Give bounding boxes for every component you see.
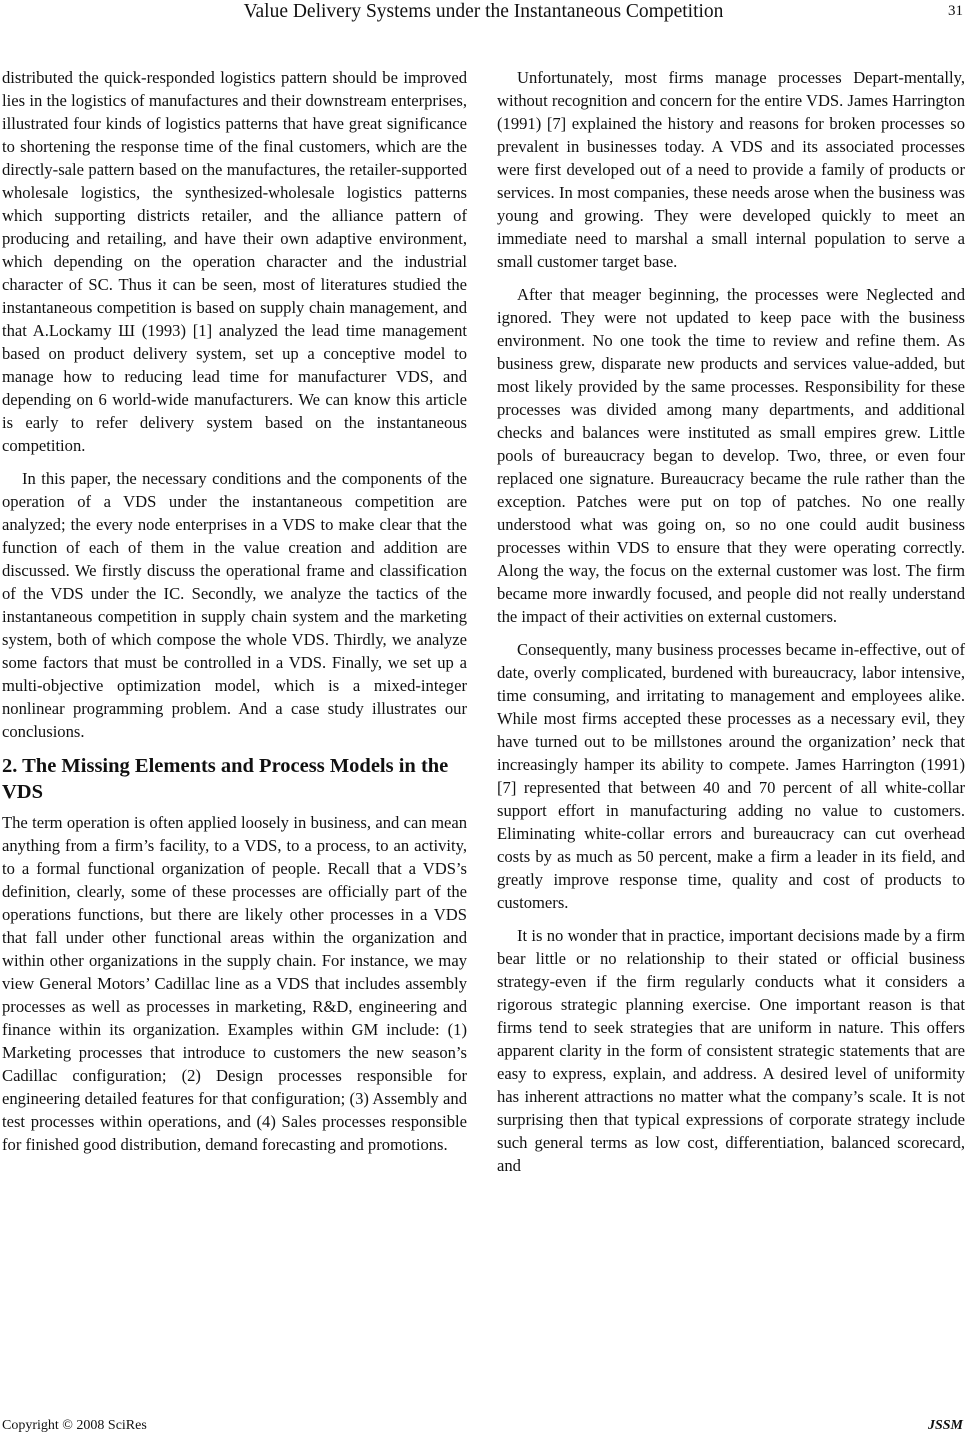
- running-title: Value Delivery Systems under the Instantaneous Competition: [243, 1, 724, 22]
- page-number: 31: [948, 3, 963, 19]
- footer-copyright: Copyright © 2008 SciRes: [2, 1418, 147, 1433]
- right-paragraph-1: Unfortunately, most firms manage processes Depart-mentally, without recognition and concern for the entire VDS. James Harrington (1991) [7] explained the history and reasons for broken processes so prevalent in businesses today. A VDS and its associated processes were first developed out of a need to provide a family of products or services. In most companies, these needs arose when the business was young and growing. They were developed quickly to meet an immediate need to marshal a small internal population to serve a small customer target base.: [497, 68, 965, 271]
- section-heading: 2. The Missing Elements and Process Models in the VDS: [2, 755, 449, 803]
- right-column: [497, 66, 965, 1187]
- left-paragraph-2: In this paper, the necessary conditions and the components of the operation of a VDS under the instantaneous competition are analyzed; the every node enterprises in a VDS to make clear that the function of each of them in the value creation and addition are discussed. We firstly discuss the operational frame and classification of the VDS under the IC. Secondly, we analyze the tactics of the instantaneous competition in supply chain system and the marketing system, both of which compose the whole VDS. Thirdly, we analyze some factors that must be controlled in a VDS. Finally, we set up a multi-objective optimization model, which is a mixed-integer nonlinear programming problem. And a case study illustrates our conclusions.: [2, 469, 467, 741]
- footer-journal: JSSM: [927, 1418, 963, 1433]
- left-paragraph-1: distributed the quick-responded logistics pattern should be improved lies in the logistics of manufactures and their downstream enterprises, illustrated four kinds of logistics patterns that have great significance to shortening the response time of the final customers, which are the directly-sale pattern based on the manufactures, the retailer-supported wholesale logistics, the synthesized-wholesale logistics patterns which supporting districts retailer, and the alliance pattern of producing and retailing, and have their own adaptive environment, which depending on the operation character and the industrial character of SC. Thus it can be seen, most of literatures studied the instantaneous competition is based on supply chain management, and that A.Lockamy Ш (1993) [1] analyzed the lead time management based on product delivery system, set up a conceptive model to manage how to reducing lead time for manufacturer VDS, and depending on 6 world-wide manufacturers. We can know this article is early to refer delivery system based on the instantaneous competition.: [2, 68, 467, 455]
- left-column: [2, 66, 467, 1166]
- right-paragraph-2: After that meager beginning, the processes were Neglected and ignored. They were not updated to keep pace with the business environment. No one took the time to review and refine them. As business grew, disparate new products and services value-added, but most likely provided by the same processes. Responsibility for these processes was divided among many departments, and additional checks and balances were instituted as small empires grew. Little pools of bureaucracy began to develop. Two, three, or even four replaced one signature. Bureaucracy became the rule rather than the exception. Patches were put on top of patches. No one really understood what was going on, so no one could audit business processes within VDS to ensure that they were operating correctly. Along the way, the focus on the external customer was lost. The firm became more inwardly focused, and people did not really understand the impact of their activities on external customers.: [497, 285, 965, 626]
- right-paragraph-3: Consequently, many business processes became in-effective, out of date, overly complicated, burdened with bureaucracy, labor intensive, time consuming, and irritating to management and employees alike. While most firms accepted these processes as a necessary evil, they have turned out to be millstones around the organization’ neck that increasingly hamper its ability to compete. James Harrington (1991) [7] represented that between 40 and 70 percent of all white-collar support effort in manufacturing adding no value to customers. Eliminating white-collar errors and bureaucracy can cut overhead costs by as much as 50 percent, make a firm a leader in its field, and greatly improve response time, quality and cost of products to customers.: [497, 640, 965, 912]
- left-paragraph-3: The term operation is often applied loosely in business, and can mean anything from a firm’s facility, to a VDS, to a process, to an activity, to a formal functional organization of people. Recall that a VDS’s definition, clearly, some of these processes are officially part of the operations functions, but there are likely other processes in a VDS that fall under other functional areas within the organization and within other organizations in the supply chain. For instance, we may view General Motors’ Cadillac line as a VDS that includes assembly processes as well as processes in marketing, R&D, engineering and finance within its organization. Examples within GM include: (1) Marketing processes that introduce to customers the new season’s Cadillac configuration; (2) Design processes responsible for engineering detailed features for that configuration; (3) Assembly and test processes within operations, and (4) Sales processes responsible for finished good distribution, demand forecasting and promotions.: [2, 813, 467, 1154]
- right-paragraph-4: It is no wonder that in practice, important decisions made by a firm bear little or no relationship to their stated or official business strategy-even if the firm regularly conducts what it considers a rigorous strategic planning exercise. One important reason is that firms tend to seek strategies that are uniform in nature. This offers apparent clarity in the form of consistent strategic statements that are easy to express, explain, and address. A desired level of uniformity has inherent attractions no matter what the company’s scale. It is not surprising then that typical expressions of corporate strategy include such general terms as low cost, differentiation, balanced scorecard, and: [497, 926, 965, 1175]
